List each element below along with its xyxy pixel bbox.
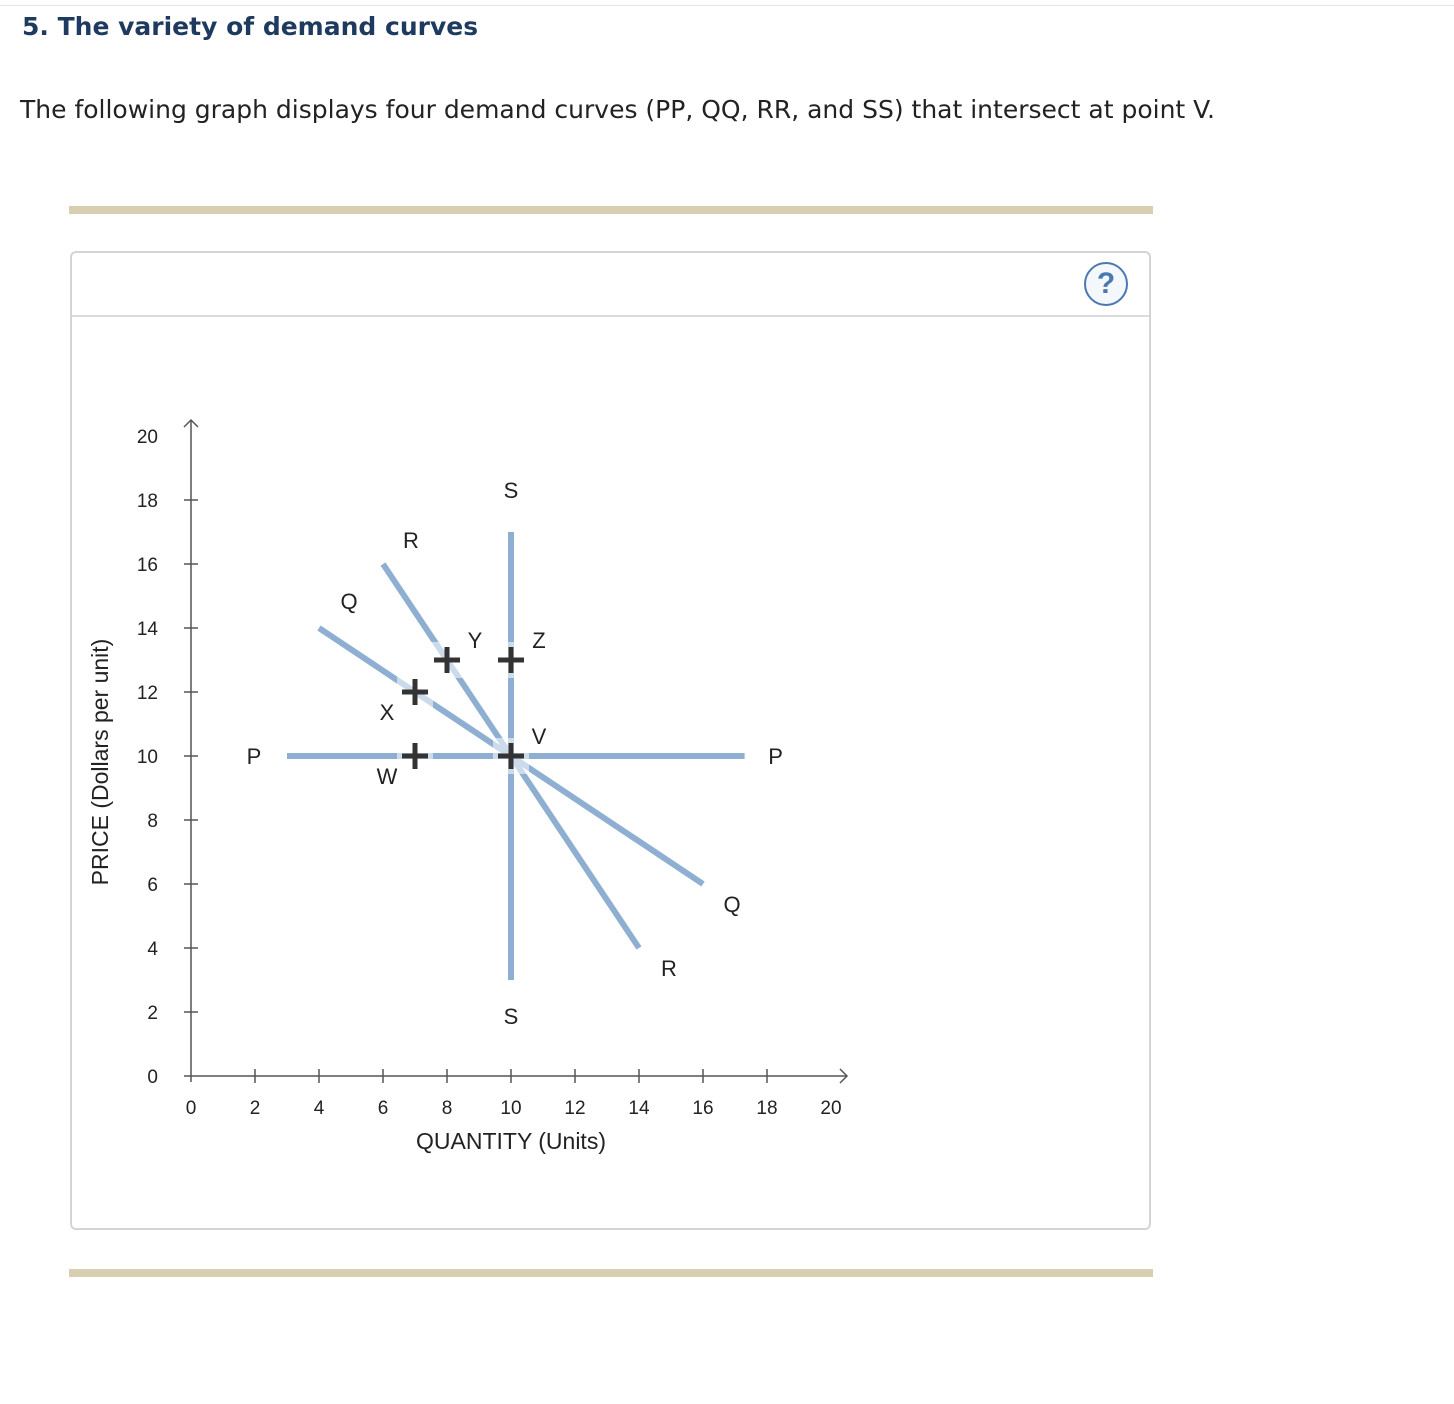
- curve-label-qq-start: Q: [340, 589, 358, 614]
- y-tick-label: 6: [147, 875, 158, 896]
- x-tick-label: 14: [628, 1098, 650, 1119]
- x-tick-label: 16: [692, 1098, 714, 1119]
- y-tick-label: 20: [136, 427, 158, 448]
- point-label-z: Z: [532, 628, 546, 653]
- y-tick-label: 2: [147, 1003, 158, 1024]
- x-tick-label: 4: [313, 1098, 325, 1119]
- question-intro: The following graph displays four demand curves (PP, QQ, RR, and SS) that intersect at point V.: [20, 95, 1215, 124]
- point-label-y: Y: [467, 628, 483, 653]
- help-button[interactable]: ?: [1084, 262, 1128, 306]
- curve-label-rr-start: R: [403, 528, 419, 553]
- x-tick-label: 18: [756, 1098, 778, 1119]
- y-tick-label: 14: [136, 619, 158, 640]
- curve-label-qq-end: Q: [723, 892, 741, 917]
- y-tick-label: 0: [147, 1067, 158, 1088]
- x-tick-label: 12: [564, 1098, 586, 1119]
- y-tick-label: 16: [136, 555, 158, 576]
- y-tick-label: 4: [147, 939, 158, 960]
- curve-label-pp-start: P: [246, 744, 262, 769]
- x-tick-label: 20: [820, 1098, 842, 1119]
- y-tick-label: 12: [136, 683, 158, 704]
- y-tick-label: 10: [136, 747, 158, 768]
- y-tick-label: 8: [147, 811, 158, 832]
- curve-label-rr-end: R: [661, 956, 677, 981]
- y-axis-title: PRICE (Dollars per unit): [87, 638, 113, 886]
- curve-label-ss-start: S: [503, 478, 519, 503]
- x-tick-label: 6: [377, 1098, 389, 1119]
- point-label-v: V: [531, 724, 547, 749]
- y-tick-label: 18: [136, 491, 158, 512]
- x-tick-label: 0: [185, 1098, 197, 1119]
- x-tick-label: 2: [249, 1098, 261, 1119]
- x-tick-label: 8: [441, 1098, 453, 1119]
- curve-label-ss-end: S: [503, 1004, 519, 1029]
- curve-label-pp-end: P: [768, 744, 783, 769]
- point-label-w: W: [376, 764, 398, 789]
- question-title: 5. The variety of demand curves: [22, 12, 479, 41]
- point-label-x: X: [379, 700, 395, 725]
- axes: [137, 420, 847, 1119]
- x-axis-title: QUANTITY (Units): [416, 1128, 606, 1154]
- x-tick-label: 10: [500, 1098, 522, 1119]
